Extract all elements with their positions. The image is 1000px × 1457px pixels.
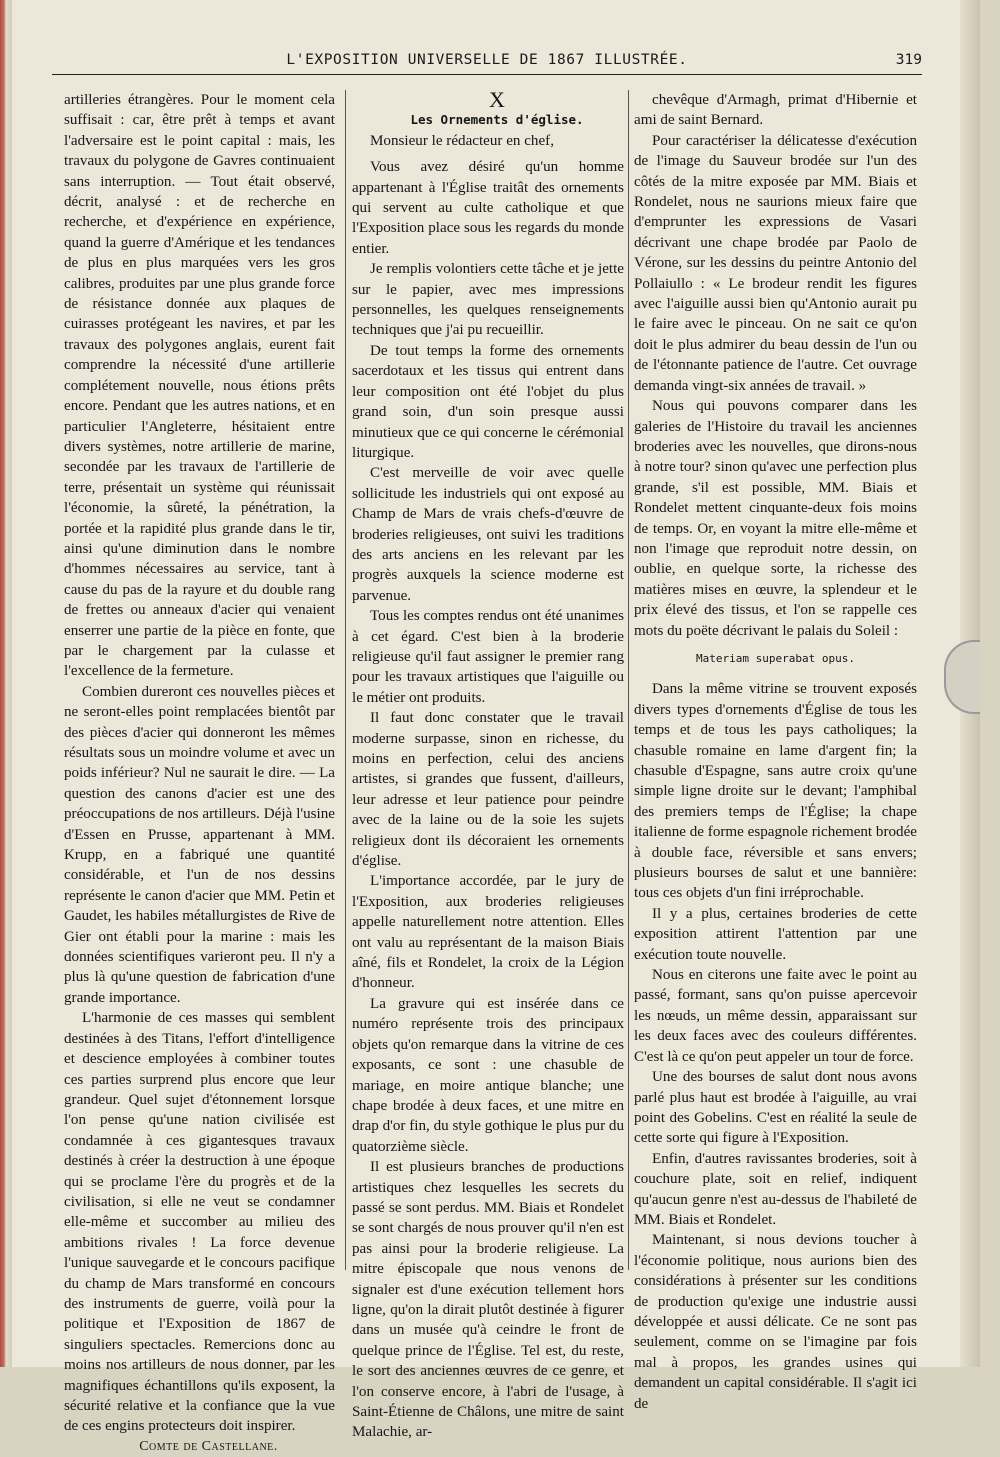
- column-right: [634, 90, 917, 1414]
- column-middle: [352, 87, 624, 1443]
- page-number: 319: [895, 52, 922, 68]
- running-header: [52, 50, 922, 75]
- paragraph: Maintenant, si nous devions toucher à l'économie politique, nous aurions bien des considérations à présenter sur les conditions de production qu'exige une industrie aussi développée et aussi délicate. Ce ne sont pas seulement, comme on se l'imagine par fois mal à propos, les grandes usines qui demandent un capital considérable. Il s'agit ici de: [634, 1232, 917, 1412]
- paragraph: La gravure qui est insérée dans ce numéro représente trois des principaux objets qu'on remarque dans la vitrine de ces exposants, ce sont : une chasuble de mariage, en moire antique blanche; une chape brodée à deux faces, et une mitre en drap d'or fin, du style gothique le plus pur du quatorzième siècle.: [352, 995, 624, 1155]
- author-signature: Comte de Castellane.: [139, 1438, 278, 1454]
- latin-quote: Materiam superabat opus.: [696, 651, 855, 665]
- page-clip-tab: [944, 640, 980, 714]
- paragraph: Combien dureront ces nouvelles pièces et ne seront-elles point remplacées bientôt par des pièces d'acier qui donneront les mêmes résultats sous un moindre volume et avec un poids inférieur? Nul ne saurait le dire. — La question des canons d'acier est une des préoccupations de nos artilleurs. Déjà l'usine d'Essen en Prusse, appartenant à MM. Krupp, en a fabriqué une quantité considérable, et l'un de nos dessins représente le canon d'acier que MM. Petin et Gaudet, les habiles métallurgistes de Rive de Gier ont établi pour la marine : mais les données scientifiques varieront peu. Il n'y a plus là qu'une question de fabrication d'une grande importance.: [64, 683, 335, 1006]
- paragraph: De tout temps la forme des ornements sacerdotaux et les tissus qui entrent dans leur composition ont été l'objet du plus grand soin, d'un soin presque aussi minutieux que ce qui concerne le cérémonial liturgique.: [352, 342, 624, 461]
- paragraph: Tous les comptes rendus ont été unanimes à cet égard. C'est bien à la broderie religieuse qu'il faut assigner le premier rang pour les travaux artistiques que l'aiguille ou le métier ont produits.: [352, 608, 624, 706]
- paragraph: Je remplis volontiers cette tâche et je jette sur le papier, avec mes impressions personnelles, les quelques renseignements techniques que j'ai pu recueillir.: [352, 261, 624, 339]
- chapter-number: X: [489, 87, 505, 112]
- book-page: [12, 0, 980, 1454]
- paragraph: Vous avez désiré qu'un homme appartenant à l'Église traitât des ornements qui servent au culte catholique et que l'Exposition place sous les regards du monde entier.: [352, 159, 624, 257]
- paragraph: artilleries étrangères. Pour le moment cela suffisait : car, être prêt à temps et avant l'adversaire est le point capital : mais, les travaux du polygone de Gavres continuaient sans interruption. — Tout était observé, décrit, analysé : et de recherche en recherche, et d'expérience en expérience, quand la guerre d'Amérique et les tendances de plus en plus marquées vers les gros calibres, produites par une plus grande force de résistance donnée aux plaques de cuirasses protégeant les navires, et par les travaux des polygones anglais, eurent fait comprendre la nécessité d'une artillerie complétement nouvelle, nous étions prêts encore. Pendant que les autres nations, et en particulier l'Angleterre, hésitaient entre divers systèmes, notre artillerie de marine, secondée par les travaux de l'artillerie de terre, présentait un système qui réunissait l'économie, la sûreté, la pénétration, la portée et la rapidité plus grande dans le tir, ainsi qu'une diminution dans le nombre d'hommes nécessaires au service, tant à cause du pas de la rayure et du double rang de frettes ou anneaux d'acier qui venaient enserrer une partie de la pièce en fonte, que par le chargement par la culasse et l'excellence de la fermeture.: [64, 92, 335, 680]
- paragraph: Enfin, d'autres ravissantes broderies, soit à couchure plate, soit en relief, indiquent qu'aucun genre n'est au-dessus de l'habileté de MM. Biais et Rondelet.: [634, 1150, 917, 1228]
- paragraph: Il y a plus, certaines broderies de cette exposition attirent l'attention par une exécution toute nouvelle.: [634, 905, 917, 963]
- paragraph: L'harmonie de ces masses qui semblent destinées à des Titans, l'effort d'intelligence et descience employées à combiner toutes ces parties surprend plus encore que leur grandeur. Quel sujet d'étonnement lorsque l'on pense qu'une nation civilisée est condamnée à ces gigantesques travaux destinés à créer la destruction à une époque qui se proclame l'ère du progrès et de la civilisation, si elle ne veut se condamner elle-même et succomber au milieu des ambitions rivales ! La force devenue l'unique sauvegarde et le concours pacifique du champ de Mars transformé en concours des instruments de guerre, voilà pour la politique et l'Exposition de 1867 de singuliers spectacles. Remercions donc au moins nos artilleurs de nous donner, par les magnifiques échantillons qu'ils exposent, la sécurité relative et la confiance que la vue de ces engins protecteurs doit inspirer.: [64, 1010, 335, 1435]
- paragraph: Nous en citerons une faite avec le point au passé, formant, sans qu'on puisse apercevoir les nœuds, un même dessin, apparaissant sur les deux faces avec des couleurs différentes. C'est là ce qu'on peut appeler un tour de force.: [634, 967, 917, 1065]
- column-rule: [345, 90, 346, 1270]
- paragraph: Il faut donc constater que le travail moderne surpasse, sinon en richesse, du moins en perfection, celui des anciens artistes, si grandes que fussent, d'ailleurs, leur adresse et leur patience pour peindre avec de la laine ou de la soie les sujets religieux dont ils décoraient les ornements d'église.: [352, 710, 624, 870]
- book-spine-edge: [0, 0, 12, 1367]
- column-rule: [628, 90, 629, 1270]
- paragraph: C'est merveille de voir avec quelle sollicitude les industriels qui ont exposé au Champ de Mars de vrais chefs-d'œuvre de broderies religieuses, ont suivi les traditions des arts anciens en les relevant par les progrès auxquels la science moderne est parvenue.: [352, 465, 624, 604]
- column-left: [64, 90, 335, 1457]
- header-title: L'EXPOSITION UNIVERSELLE DE 1867 ILLUSTRÉE.: [286, 52, 688, 68]
- paragraph: Il est plusieurs branches de productions artistiques chez lesquelles les secrets du passé se sont perdus. MM. Biais et Rondelet se sont chargés de nous prouver qu'il n'en est pas ainsi pour la broderie religieuse. La mitre épiscopale que nous venons de signaler est d'une exécution tellement hors ligne, qu'on la dirait plutôt destinée à figurer dans un musée qu'à ceindre le front de quelque prince de l'Église. Tel est, du reste, le sort des anciennes œuvres de ce genre, et l'on conserve encore, à l'abri de l'usage, à Saint-Étienne de Châlons, une mitre de saint Malachie, ar-: [352, 1159, 624, 1441]
- chapter-title: Les Ornements d'église.: [410, 112, 584, 128]
- paragraph: L'importance accordée, par le jury de l'Exposition, aux broderies religieuses appelle naturellement notre attention. Elles ont valu au représentant de la maison Biais aîné, fils et Rondelet, la croix de la Légion d'honneur.: [352, 873, 624, 992]
- salutation: Monsieur le rédacteur en chef,: [370, 132, 554, 149]
- paragraph: chevêque d'Armagh, primat d'Hibernie et ami de saint Bernard.: [634, 92, 917, 129]
- paragraph: Dans la même vitrine se trouvent exposés divers types d'ornements d'Église de tous les temps et de tous les pays catholiques; la chasuble romaine en lame d'argent fin; la chasuble d'Espagne, sans autre croix qu'une simple ligne droite sur le devant; l'amphibal des premiers temps de l'Église; la chape italienne de forme espagnole richement brodée à double face, réversible et sans envers; plusieurs bourses de salut et une bannière: tous ces objets d'un fini irréprochable.: [634, 681, 917, 902]
- paragraph: Pour caractériser la délicatesse d'exécution de l'image du Sauveur brodée sur l'un des côtés de la mitre exposée par MM. Biais et Rondelet, nous ne saurions mieux faire que d'emprunter les expressions de Vasari décrivant une chape brodée par Paolo de Vérone, sur les dessins du peintre Antonio del Pollaiullo : « Le brodeur rendit les figures avec l'aiguille aussi bien qu'Antonio aurait pu le faire avec le pinceau. On ne sait ce qu'on doit le plus admirer du beau dessin de l'un ou de l'étonnante patience de l'autre. Cet ouvrage demanda vingt-six années de travail. »: [634, 132, 917, 394]
- paragraph: Une des bourses de salut dont nous avons parlé plus haut est brodée à l'aiguille, au vrai point des Gobelins. C'est en réalité la seule de cette sorte qui figure à l'Exposition.: [634, 1069, 917, 1147]
- paragraph: Nous qui pouvons comparer dans les galeries de l'Histoire du travail les anciennes broderies avec les nouvelles, que dirons-nous à notre tour? sinon qu'avec une perfection plus grande, s'il est possible, MM. Biais et Rondelet mettent cinquante-deux fois moins de temps. Or, en voyant la mitre elle-même et non l'image que reproduit notre dessin, on oublie, en quelque sorte, la richesse des matières mises en œuvre, la splendeur et le prix élevé des tissus, et l'on se rappelle ces mots du poëte décrivant le palais du Soleil :: [634, 398, 917, 639]
